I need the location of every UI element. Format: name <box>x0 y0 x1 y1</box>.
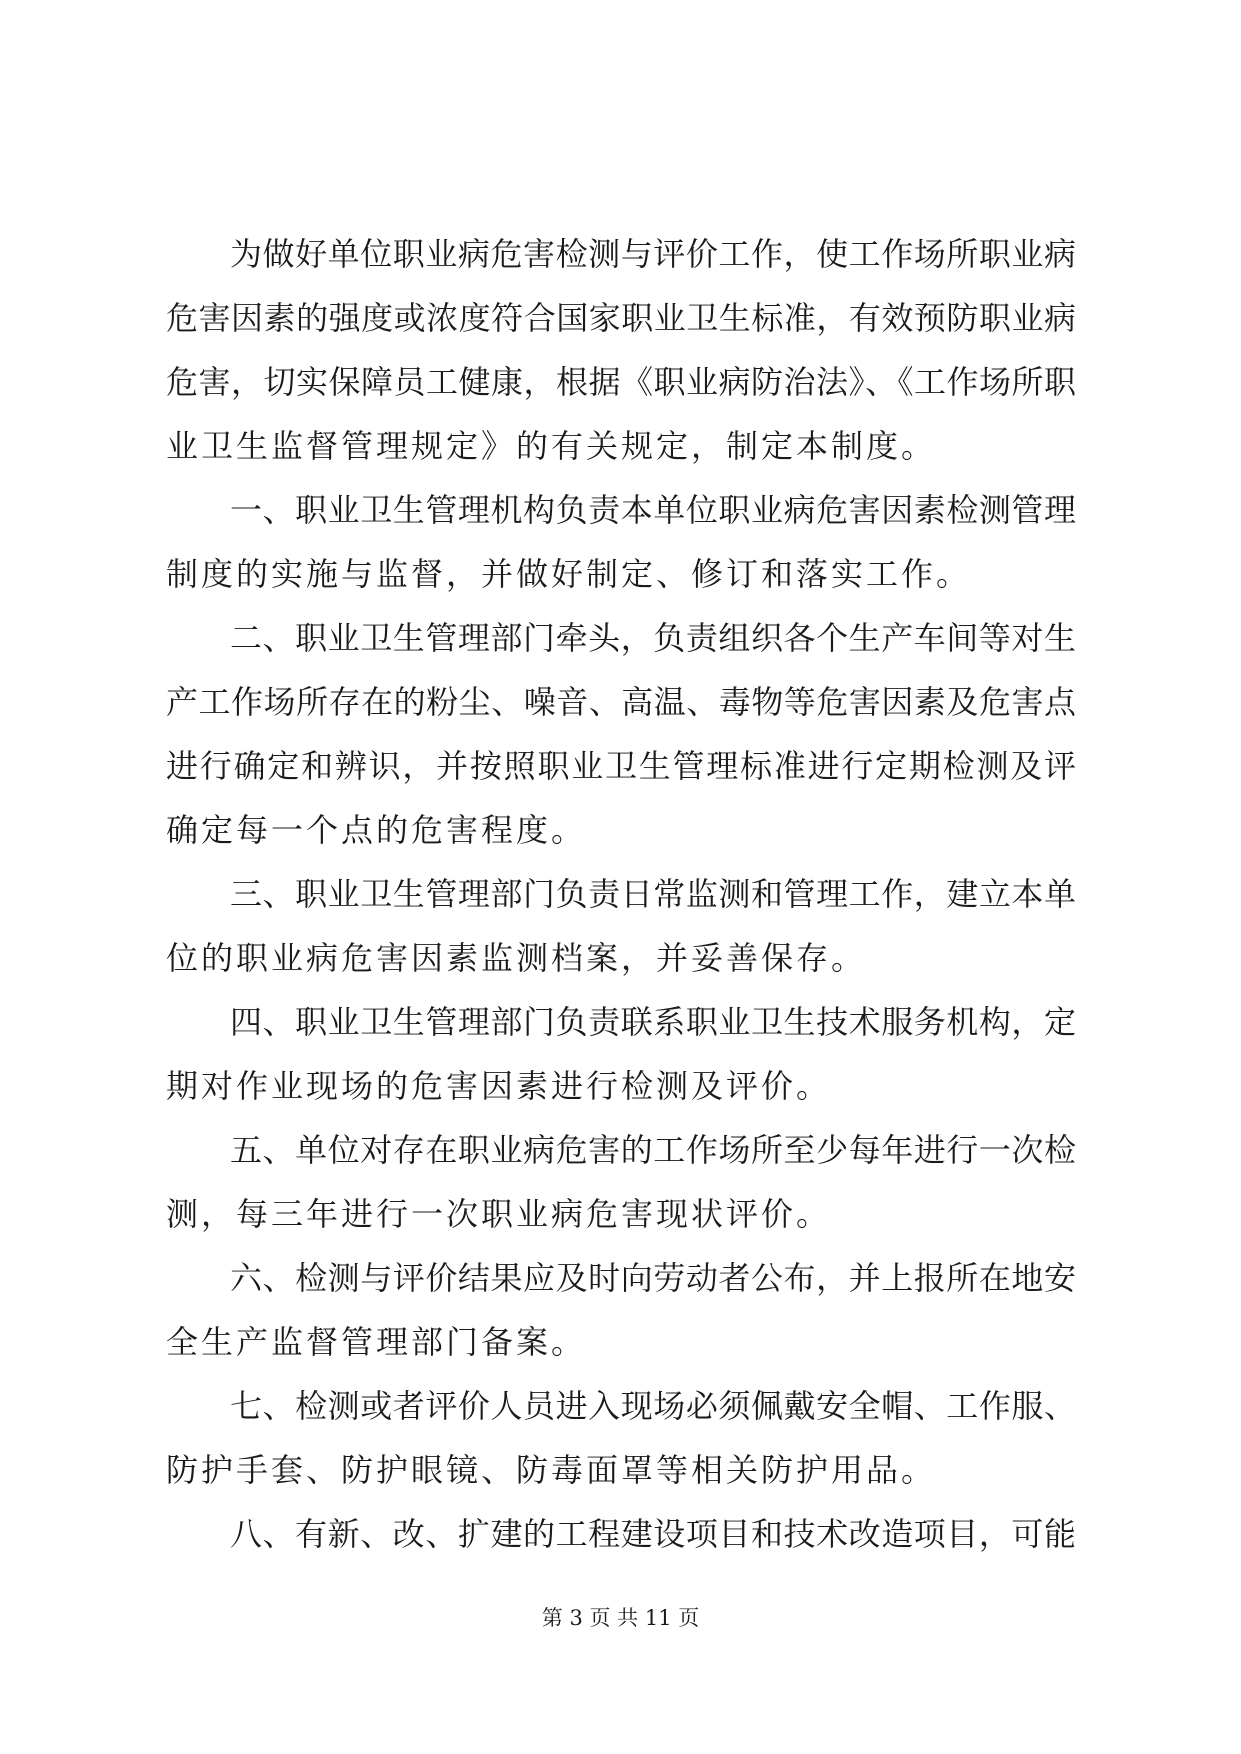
paragraph-line: 危害，切实保障员工健康，根据《职业病防治法》、《工作场所职 <box>166 363 1076 401</box>
paragraph-line: 七、检测或者评价人员进入现场必须佩戴安全帽、工作服、 <box>230 1387 1076 1425</box>
paragraph-line: 进行确定和辨识，并按照职业卫生管理标准进行定期检测及评 <box>166 747 1076 785</box>
paragraph-line: 一、职业卫生管理机构负责本单位职业病危害因素检测管理 <box>230 491 1076 529</box>
paragraph-line: 确定每一个点的危害程度。 <box>166 811 587 849</box>
paragraph-line: 五、单位对存在职业病危害的工作场所至少每年进行一次检 <box>230 1131 1076 1169</box>
paragraph-line: 业卫生监督管理规定》的有关规定，制定本制度。 <box>166 427 937 465</box>
paragraph-line: 期对作业现场的危害因素进行检测及评价。 <box>166 1067 832 1105</box>
paragraph-line: 为做好单位职业病危害检测与评价工作，使工作场所职业病 <box>230 235 1076 273</box>
paragraph-line: 位的职业病危害因素监测档案，并妥善保存。 <box>166 939 867 977</box>
paragraph-line: 三、职业卫生管理部门负责日常监测和管理工作，建立本单 <box>230 875 1076 913</box>
paragraph-line: 六、检测与评价结果应及时向劳动者公布，并上报所在地安 <box>230 1259 1076 1297</box>
paragraph-line: 危害因素的强度或浓度符合国家职业卫生标准，有效预防职业病 <box>166 299 1076 337</box>
paragraph-line: 四、职业卫生管理部门负责联系职业卫生技术服务机构，定 <box>230 1003 1076 1041</box>
paragraph-line: 防护手套、防护眼镜、防毒面罩等相关防护用品。 <box>166 1451 937 1489</box>
paragraph-line: 制度的实施与监督，并做好制定、修订和落实工作。 <box>166 555 972 593</box>
paragraph-line: 二、职业卫生管理部门牵头，负责组织各个生产车间等对生 <box>230 619 1076 657</box>
page-number-footer: 第 3 页 共 11 页 <box>541 1606 700 1630</box>
paragraph-line: 产工作场所存在的粉尘、噪音、高温、毒物等危害因素及危害点 <box>166 683 1076 721</box>
paragraph-line: 测，每三年进行一次职业病危害现状评价。 <box>166 1195 832 1233</box>
paragraph-line: 全生产监督管理部门备案。 <box>166 1323 587 1361</box>
paragraph-line: 八、有新、改、扩建的工程建设项目和技术改造项目，可能 <box>230 1515 1076 1553</box>
